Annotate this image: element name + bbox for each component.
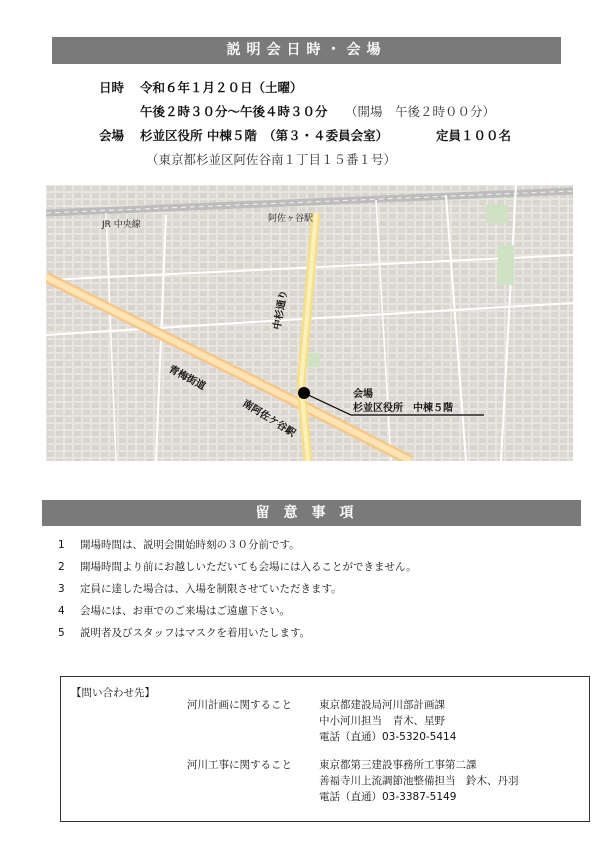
- contact-line: 善福寺川上流調節池整備担当 鈴木、丹羽: [319, 775, 519, 787]
- note-item: 2 開場時間より前にお越しいただいても会場には入ることができません。: [58, 561, 417, 573]
- datetime-label: 日時: [99, 80, 125, 95]
- note-item: 1 開場時間は、説明会開始時刻の３０分前です。: [58, 539, 300, 551]
- map-label-minami: 南阿佐ケ谷駅: [240, 398, 298, 440]
- map-venue-line2: 杉並区役所 中棟５階: [353, 403, 453, 414]
- note-item: 3 定員に達した場合は、入場を制限させていただきます。: [58, 583, 342, 595]
- contact-label-construction: 河川工事に関すること: [187, 759, 292, 771]
- note-item: 4 会場には、お車でのご来場はご遠慮下さい。: [58, 605, 290, 617]
- venue-address: （東京都杉並区阿佐谷南１丁目１５番１号）: [146, 152, 397, 167]
- map-label-ome: 青梅街道: [166, 363, 208, 393]
- contact-label-planning: 河川計画に関すること: [187, 699, 292, 711]
- contact-line: 東京都建設局河川部計画課: [319, 699, 445, 711]
- meeting-date: 令和６年１月２０日（土曜）: [140, 80, 303, 95]
- capacity: 定員１００名: [436, 128, 512, 143]
- area-map: [46, 185, 573, 461]
- map-label-jr: JR 中央線: [102, 220, 141, 230]
- notes-list: [58, 537, 417, 647]
- map-label-station: 阿佐ヶ谷駅: [268, 214, 314, 224]
- park-2: [498, 245, 514, 285]
- venue-name: 杉並区役所 中棟５階 （第３・４委員会室）: [140, 128, 389, 143]
- heading-notes: 留意事項: [42, 500, 581, 526]
- meeting-time: 午後２時３０分〜午後４時３０分: [140, 104, 328, 119]
- contact-line: 中小河川担当 青木、星野: [319, 715, 445, 727]
- park-1: [486, 205, 508, 223]
- map-label-nakasugi: 中杉通り: [272, 289, 290, 331]
- contact-box: [60, 676, 590, 822]
- contact-phone: 電話（直通）03-3387-5149: [319, 791, 457, 803]
- heading-meeting-datetime: 説明会日時・会場: [52, 37, 561, 64]
- contact-line: 東京都第三建設事務所工事第二課: [319, 759, 477, 771]
- venue-label: 会場: [99, 128, 125, 143]
- map-venue-line1: 会場: [353, 389, 373, 400]
- opening-time: （開場 午後２時００分）: [345, 104, 496, 119]
- note-item: 5 説明者及びスタッフはマスクを着用いたします。: [58, 627, 311, 639]
- contact-title: 【問い合わせ先】: [71, 687, 155, 699]
- contact-phone: 電話（直通）03-5320-5414: [319, 731, 457, 743]
